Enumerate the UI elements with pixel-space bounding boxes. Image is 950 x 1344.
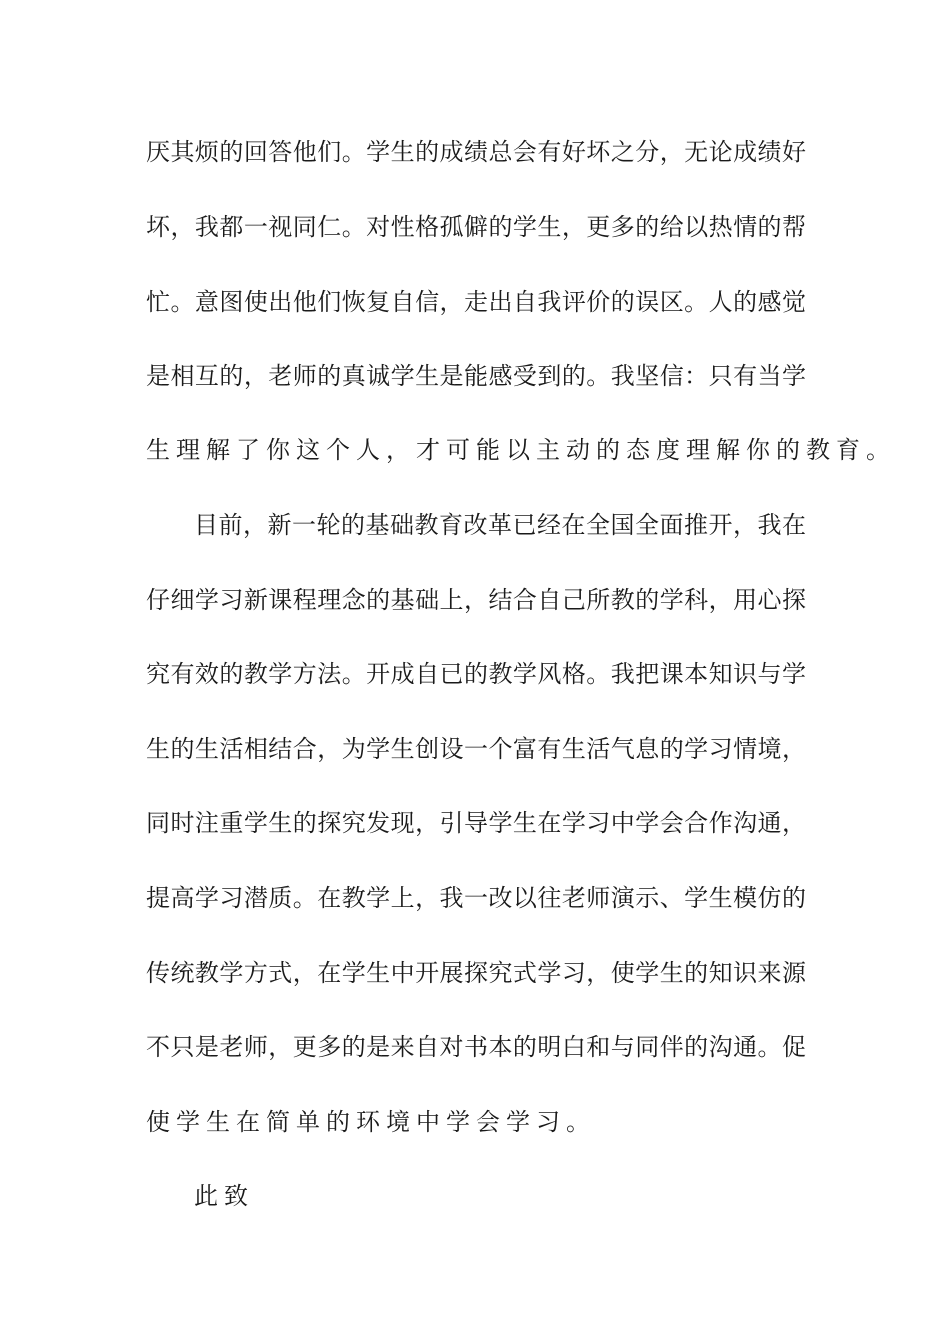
paragraph-1-line-1: 厌其烦的回答他们。学生的成绩总会有好坏之分，无论成绩好 [146, 138, 806, 166]
paragraph-1-line-5: 生理解了你这个人，才可能以主动的态度理解你的教育。 [146, 436, 896, 464]
closing-salutation: 此致 [194, 1182, 254, 1210]
paragraph-2-line-1: 目前，新一轮的基础教育改革已经在全国全面推开，我在 [194, 511, 806, 539]
paragraph-2-line-9: 使学生在简单的环境中学会学习。 [146, 1108, 596, 1136]
paragraph-2-line-2: 仔细学习新课程理念的基础上，结合自己所教的学科，用心探 [146, 586, 806, 614]
paragraph-2-line-6: 提高学习潜质。在教学上，我一改以往老师演示、学生模仿的 [146, 884, 806, 912]
paragraph-1-line-3: 忙。意图使出他们恢复自信，走出自我评价的误区。人的感觉 [146, 288, 806, 316]
paragraph-1-line-2: 坏，我都一视同仁。对性格孤僻的学生，更多的给以热情的帮 [146, 213, 806, 241]
paragraph-1-line-4: 是相互的，老师的真诚学生是能感受到的。我坚信：只有当学 [146, 362, 806, 390]
paragraph-2-line-8: 不只是老师，更多的是来自对书本的明白和与同伴的沟通。促 [146, 1033, 806, 1061]
paragraph-2-line-3: 究有效的教学方法。开成自已的教学风格。我把课本知识与学 [146, 660, 806, 688]
paragraph-2-line-4: 生的生活相结合，为学生创设一个富有生活气息的学习情境， [146, 735, 806, 763]
paragraph-2-line-7: 传统教学方式，在学生中开展探究式学习，使学生的知识来源 [146, 959, 806, 987]
paragraph-2-line-5: 同时注重学生的探究发现，引导学生在学习中学会合作沟通， [146, 809, 806, 837]
